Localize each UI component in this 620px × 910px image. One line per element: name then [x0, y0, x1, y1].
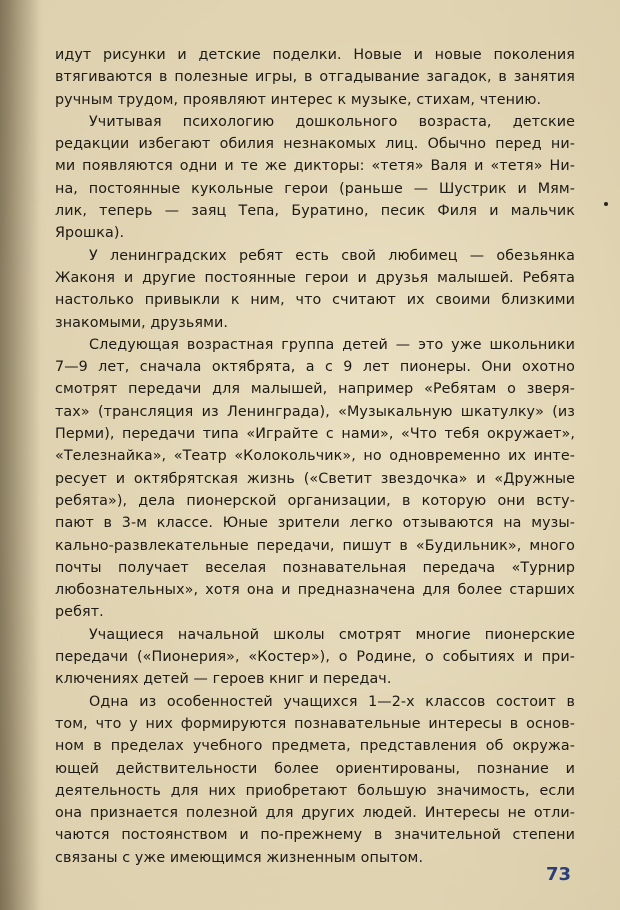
text-line: ребята»), дела пионерской организации, в которую они всту-	[55, 492, 575, 509]
text-line: ресует и октябрятская жизнь («Светит звездочка» и «Дружные	[55, 470, 575, 487]
paragraph	[55, 44, 575, 111]
text-line: кально-развлекательные передачи, пишут в «Будильник», много	[55, 537, 575, 554]
text-line: ключениях детей — героев книг и передач.	[55, 671, 392, 688]
text-line: любознательных», хотя она и предназначена для более старших	[55, 582, 575, 599]
text-line: настолько привыкли к ним, что считают их своими близкими	[55, 292, 575, 309]
text-line: Учащиеся начальной школы смотрят многие пионерские	[89, 626, 575, 643]
text-line: знакомыми, друзьями.	[55, 314, 229, 331]
text-line: «Телезнайка», «Театр «Колокольчик», но одновременно их инте-	[55, 448, 575, 465]
text-line: Учитывая психологию дошкольного возраста, детские	[89, 113, 575, 130]
paragraph	[55, 245, 575, 334]
body-text	[55, 44, 575, 869]
text-line: почты получает веселая познавательная передача «Турнир	[55, 559, 575, 576]
text-line: Перми), передачи типа «Играйте с нами», «Что тебя окружает»,	[55, 426, 575, 443]
text-line: смотрят передачи для малышей, например «Ребятам о зверя-	[55, 381, 575, 398]
text-line: втягиваются в полезные игры, в отгадывание загадок, в занятия	[55, 69, 575, 86]
paragraph	[55, 334, 575, 624]
text-line: чаются постоянством и по-прежнему в значительной степени	[55, 827, 575, 844]
text-line: Жаконя и другие постоянные герои и друзья малышей. Ребята	[55, 269, 575, 286]
text-line: Одна из особенностей учащихся 1—2-х классов состоит в	[89, 693, 575, 710]
text-line: ребят.	[55, 604, 104, 621]
paragraph	[55, 624, 575, 691]
text-line: ручным трудом, проявляют интерес к музыке, стихам, чтению.	[55, 91, 542, 108]
text-line: ми появляются одни и те же дикторы: «тетя» Валя и «тетя» Ни-	[55, 158, 575, 175]
text-line: редакции избегают обилия незнакомых лиц. Обычно перед ни-	[55, 136, 575, 153]
text-line: лик, теперь — заяц Тепа, Буратино, песик Филя и мальчик	[55, 203, 575, 220]
text-line: Следующая возрастная группа детей — это уже школьники	[89, 336, 575, 353]
ink-speck	[604, 202, 608, 206]
paragraph	[55, 691, 575, 869]
text-line: 7—9 лет, сначала октябрята, а с 9 лет пионеры. Они охотно	[55, 359, 575, 376]
binding-shadow	[0, 0, 40, 910]
text-line: ющей действительности более ориентированы, познание и	[55, 760, 575, 777]
text-line: тах» (трансляция из Ленинграда), «Музыкальную шкатулку» (из	[55, 403, 575, 420]
text-line: У ленинградских ребят есть свой любимец — обезьянка	[89, 247, 575, 264]
text-line: ном в пределах учебного предмета, представления об окружа-	[55, 738, 575, 755]
text-line: деятельность для них приобретают большую значимость, если	[55, 782, 575, 799]
text-line: связаны с уже имеющимся жизненным опытом.	[55, 849, 424, 866]
text-line: на, постоянные кукольные герои (раньше — Шустрик и Мям-	[55, 180, 575, 197]
text-line: идут рисунки и детские поделки. Новые и новые поколения	[55, 47, 575, 63]
text-line: передачи («Пионерия», «Костер»), о Родине, о событиях и при-	[55, 649, 575, 666]
text-line: пают в 3-м классе. Юные зрители легко отзываются на музы-	[55, 515, 575, 532]
paragraph	[55, 111, 575, 245]
text-line: Ярошка).	[55, 225, 125, 242]
text-line: она признается полезной для других людей. Интересы не отли-	[55, 805, 575, 822]
page-number: 73	[546, 864, 572, 885]
text-line: том, что у них формируются познавательные интересы в основ-	[55, 715, 575, 732]
